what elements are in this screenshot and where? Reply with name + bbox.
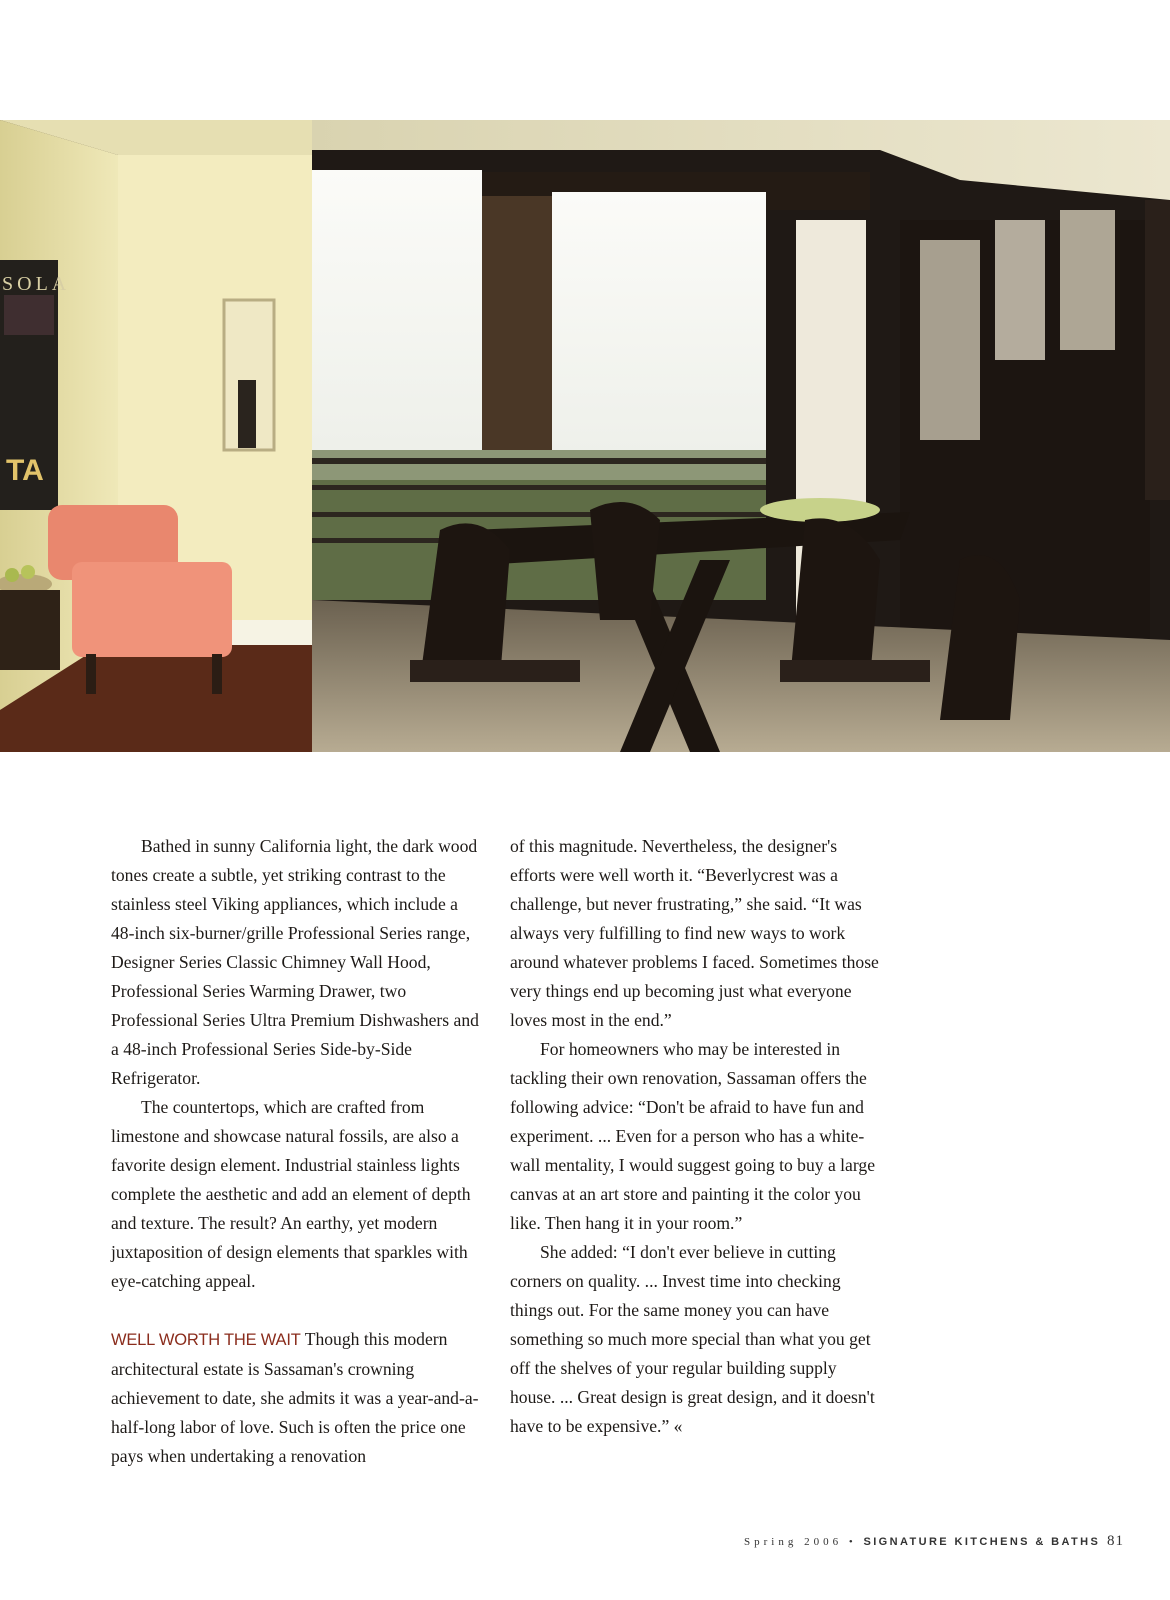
section-subhead: WELL WORTH THE WAIT	[111, 1331, 301, 1349]
article-paragraph: For homeowners who may be interested in tackling their own renovation, Sassaman offers the following advice: “Don't be afraid to have fun and experiment. ... Even for a person who has a white-wall mentality, I would suggest going to buy a large canvas at an art store and painting it the color you like. Then hang it in your room.”	[510, 1039, 876, 1233]
article-paragraph: She added: “I don't ever believe in cutting corners on quality. ... Invest time into checking things out. For the same money you can have something so much more special than what you get off the shelves of your regular building supply house. ... Great design is great design, and it doesn't have to be expensive.” «	[510, 1242, 875, 1436]
article-paragraph: Bathed in sunny California light, the dark wood tones create a subtle, yet striking contrast to the stainless steel Viking appliances, which include a 48-inch six-burner/grille Professional Series range, Designer Series Classic Chimney Wall Hood, Professional Series Warming Drawer, two Professional Series Ultra Premium Dishwashers and a 48-inch Professional Series Side-by-Side Refrigerator.	[111, 836, 479, 1088]
article-column-left	[111, 832, 483, 1471]
page-number: 81	[1107, 1533, 1124, 1549]
article-column-right	[510, 832, 882, 1441]
article-paragraph: The countertops, which are crafted from limestone and showcase natural fossils, are also a favorite design element. Industrial stainless lights complete the aesthetic and add an element of depth and texture. The result? An earthy, yet modern juxtaposition of design elements that sparkles with eye-catching appeal.	[111, 1097, 471, 1291]
dining-room-photo	[0, 120, 1170, 752]
poster-text-top: SOLA	[2, 273, 71, 295]
poster-text-bottom: TA	[6, 454, 44, 487]
article-paragraph: Though this modern architectural estate is Sassaman's crowning achievement to date, she admits it was a year-and-a-half-long labor of love. Such is often the price one pays when undertaking a renovation	[111, 1329, 479, 1466]
page-folio	[744, 1533, 1124, 1550]
article-section	[111, 1325, 483, 1471]
folio-magazine-title: SIGNATURE KITCHENS & BATHS	[863, 1536, 1101, 1548]
article-paragraph: of this magnitude. Nevertheless, the designer's efforts were well worth it. “Beverlycrest was a challenge, but never frustrating,” she said. “It was always very fulfilling to find new ways to work around whatever problems I faced. Sometimes those very things end up becoming just what everyone loves most in the end.”	[510, 836, 879, 1030]
folio-separator: •	[848, 1536, 857, 1548]
folio-season: Spring 2006	[744, 1536, 843, 1548]
